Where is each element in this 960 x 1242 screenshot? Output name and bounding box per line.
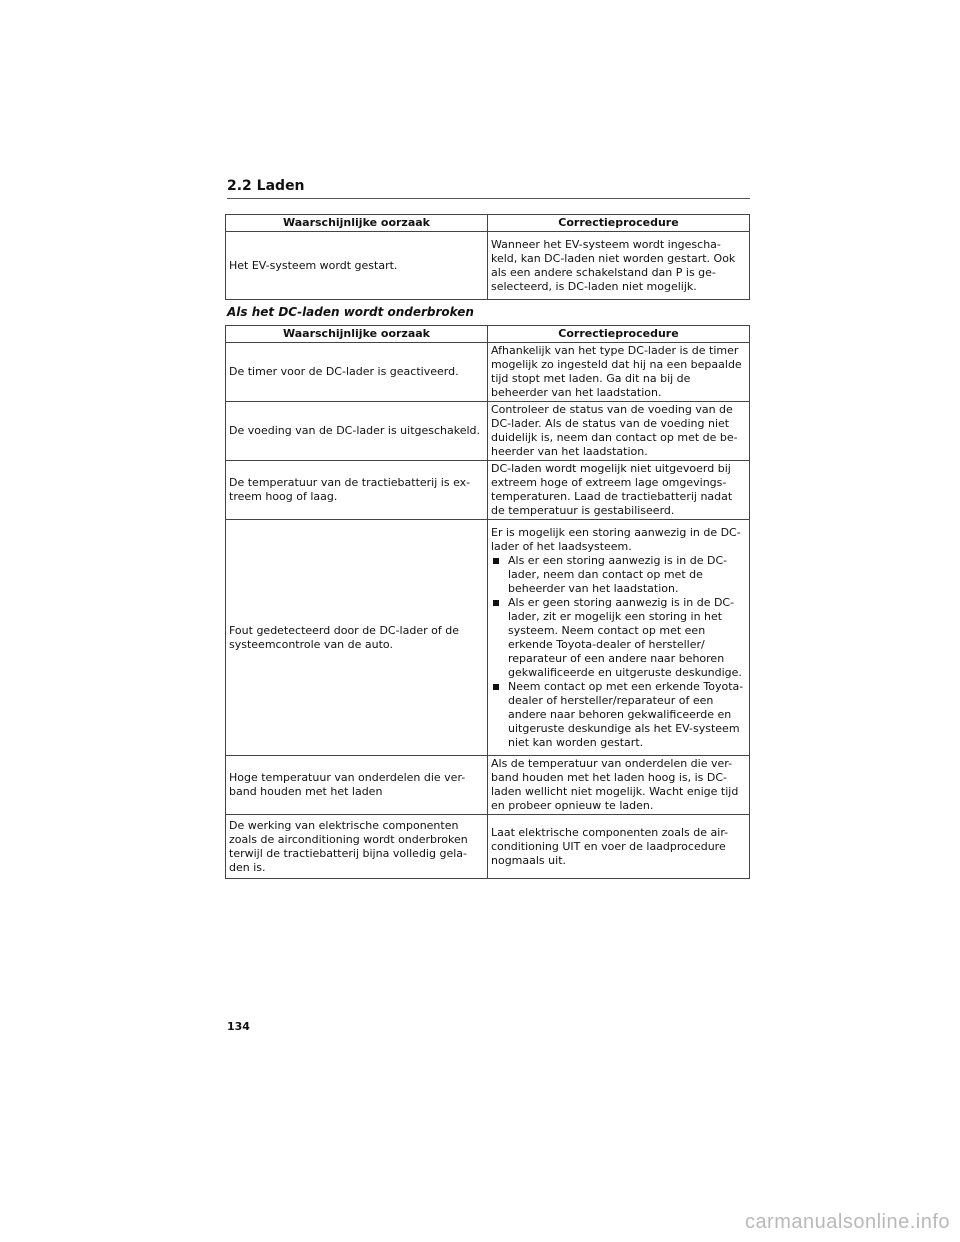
table-row — [226, 402, 750, 461]
table-row — [226, 756, 750, 815]
fix-cell — [488, 520, 750, 756]
fix-cell: Als de temperatuur van onderdelen die ver- band houden met het laden hoog is, is DC- laden wellicht niet mogelijk. Wacht enige tijd en probeer opnieuw te laden. — [488, 756, 750, 815]
cause-cell: Hoge temperatuur van onderdelen die ver- band houden met het laden — [226, 756, 488, 815]
table-charging-start — [225, 214, 750, 300]
list-item — [491, 554, 746, 596]
page-header — [227, 178, 750, 199]
square-bullet-icon — [493, 600, 499, 606]
fix-intro: Er is mogelijk een storing aanwezig in de DC- lader of het laadsysteem. — [491, 525, 741, 553]
watermark: carmanualsonline.info — [744, 1211, 950, 1233]
list-item-text: Als er een storing aanwezig is in de DC-lader, neem dan contact op met de beheerder van het laadstation. — [508, 553, 728, 595]
cause-cell: Fout gedetecteerd door de DC-lader of de systeemcontrole van de auto. — [226, 520, 488, 756]
fix-cell: DC-laden wordt mogelijk niet uitgevoerd bij extreem hoge of extreem lage omgevings- temperaturen. Laad de tractiebatterij nadat de temperatuur is gestabiliseerd. — [488, 461, 750, 520]
list-item-text: Als er geen storing aanwezig is in de DC-lader, zit er mogelijk een storing in het systeem. Neem contact op met een erkende Toyota-dealer of hersteller/ reparateur of een andere naar behoren gekwalificeerde en uitgeruste deskundige. — [508, 595, 742, 679]
fix-list — [491, 554, 746, 750]
column-header-cause: Waarschijnlijke oorzaak — [226, 215, 488, 232]
subheading: Als het DC-laden wordt onderbroken — [227, 305, 474, 319]
cause-cell: De werking van elektrische componenten zoals de airconditioning wordt onderbroken terwijl de tractiebatterij bijna volledig gela- den is. — [226, 815, 488, 879]
square-bullet-icon — [493, 684, 499, 690]
table-row — [226, 461, 750, 520]
table-header-row — [226, 326, 750, 343]
list-item-text: Neem contact op met een erkende Toyota-dealer of hersteller/reparateur of een andere naar behoren gekwalificeerde en uitgeruste deskundige als het EV-systeem niet kan worden gestart. — [508, 679, 744, 749]
list-item — [491, 680, 746, 750]
cause-cell: Het EV-systeem wordt gestart. — [226, 232, 488, 300]
table-row — [226, 815, 750, 879]
page-number: 134 — [227, 1020, 250, 1033]
fix-cell: Afhankelijk van het type DC-lader is de timer mogelijk zo ingesteld dat hij na een bepaalde tijd stopt met laden. Ga dit na bij de beheerder van het laadstation. — [488, 343, 750, 402]
column-header-fix: Correctieprocedure — [488, 215, 750, 232]
fix-cell: Wanneer het EV-systeem wordt ingescha- keld, kan DC-laden niet worden gestart. Ook als een andere schakelstand dan P is ge- selecteerd, is DC-laden niet mogelijk. — [488, 232, 750, 300]
table-header-row — [226, 215, 750, 232]
fix-cell: Laat elektrische componenten zoals de air- conditioning UIT en voer de laadprocedure nogmaals uit. — [488, 815, 750, 879]
fix-cell: Controleer de status van de voeding van de DC-lader. Als de status van de voeding niet duidelijk is, neem dan contact op met de be- heerder van het laadstation. — [488, 402, 750, 461]
column-header-cause: Waarschijnlijke oorzaak — [226, 326, 488, 343]
table-row — [226, 520, 750, 756]
list-item — [491, 596, 746, 680]
table-row — [226, 343, 750, 402]
cause-cell: De voeding van de DC-lader is uitgeschakeld. — [226, 402, 488, 461]
cause-cell: De timer voor de DC-lader is geactiveerd. — [226, 343, 488, 402]
table-row — [226, 232, 750, 300]
section-title: 2.2 Laden — [227, 178, 750, 199]
cause-cell: De temperatuur van de tractiebatterij is ex- treem hoog of laag. — [226, 461, 488, 520]
column-header-fix: Correctieprocedure — [488, 326, 750, 343]
square-bullet-icon — [493, 558, 499, 564]
table-charging-interrupted — [225, 325, 750, 879]
